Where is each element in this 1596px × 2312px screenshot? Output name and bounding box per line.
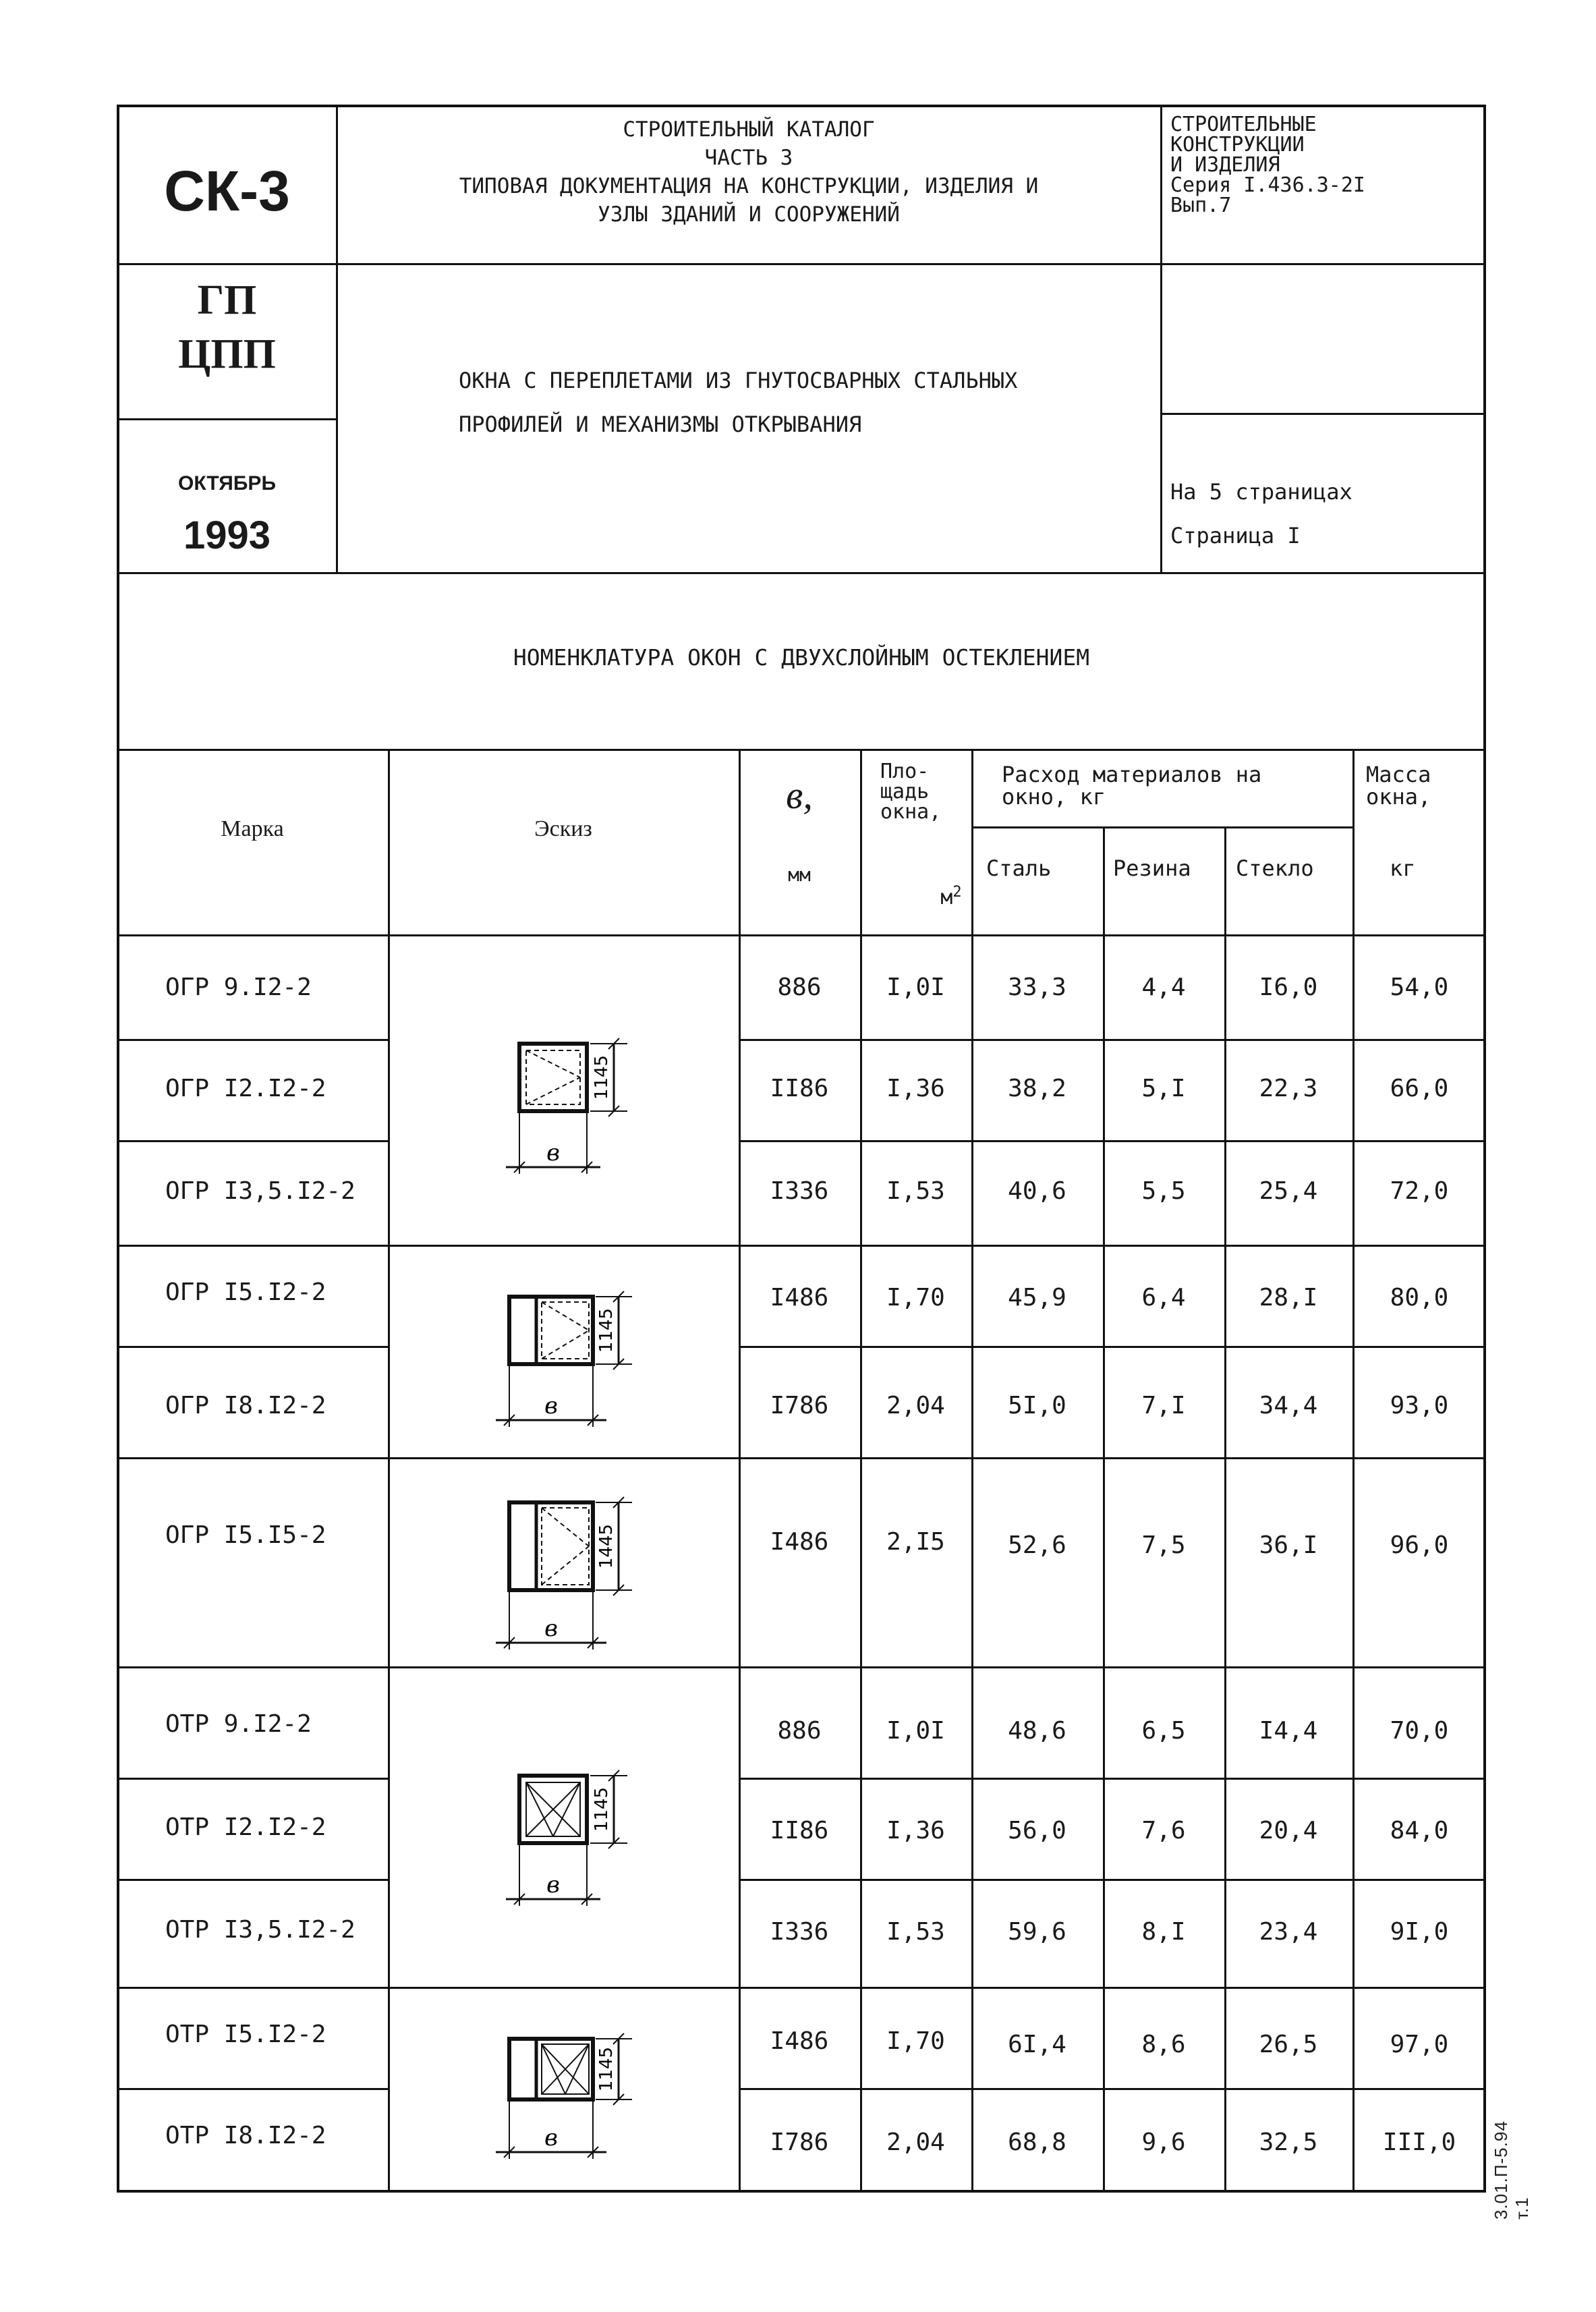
cell-mass: 66,0 <box>1390 1075 1449 1102</box>
issue-month: ОКТЯБРЬ <box>177 472 277 495</box>
cell-steel: 38,2 <box>1008 1075 1066 1102</box>
document-title: ПРОФИЛЕЙ И МЕХАНИЗМЫ ОТКРЫВАНИЯ <box>459 412 862 437</box>
col-header-mass: окна, <box>1366 784 1431 810</box>
section-title: НОМЕНКЛАТУРА ОКОН С ДВУХСЛОЙНЫМ ОСТЕКЛЕНИЕМ <box>513 644 1090 671</box>
cell-marka: ОТР 9.I2-2 <box>165 1710 312 1738</box>
cell-marka: ОГР I2.I2-2 <box>165 1075 326 1102</box>
cell-glass: 20,4 <box>1259 1817 1318 1844</box>
cell-rubber: 7,5 <box>1141 1531 1186 1559</box>
cell-steel: 56,0 <box>1008 1817 1066 1844</box>
col-header-marka: Марка <box>221 816 284 841</box>
cell-area: I,53 <box>886 1177 945 1205</box>
cell-b: I336 <box>770 1918 829 1946</box>
pages-total: На 5 страницах <box>1170 479 1352 505</box>
cell-b: I786 <box>770 1392 829 1419</box>
cell-marka: ОТР I2.I2-2 <box>165 1813 326 1841</box>
row-line <box>117 1346 388 1348</box>
row-line <box>117 1778 388 1780</box>
cell-rubber: 5,5 <box>1141 1177 1186 1205</box>
col-line <box>739 749 741 2193</box>
row-line <box>117 1140 388 1142</box>
cell-area: I,36 <box>886 1817 945 1844</box>
col-header-area: окна, <box>880 800 942 824</box>
org-line: ЦПП <box>178 331 276 377</box>
series-line: И ИЗДЕЛИЯ <box>1170 153 1280 177</box>
cell-glass: 23,4 <box>1259 1918 1318 1946</box>
col-line <box>1352 749 1355 2193</box>
cell-rubber: 4,4 <box>1141 974 1186 1001</box>
catalog-line: УЗЛЫ ЗДАНИЙ И СООРУЖЕНИЙ <box>598 202 900 227</box>
cell-marka: ОГР I5.I2-2 <box>165 1278 326 1306</box>
row-line <box>117 1039 388 1041</box>
cell-steel: 33,3 <box>1008 974 1066 1001</box>
cell-mass: 84,0 <box>1390 1817 1449 1844</box>
cell-b: II86 <box>770 1817 829 1844</box>
cell-mass: 54,0 <box>1390 974 1449 1001</box>
col-header-b: в, <box>786 773 813 817</box>
cell-area: I,70 <box>886 1284 945 1312</box>
cell-b: 886 <box>777 1717 822 1745</box>
cell-marka: ОГР 9.I2-2 <box>165 974 312 1001</box>
row-line <box>739 1778 1486 1780</box>
cell-mass: 72,0 <box>1390 1177 1449 1205</box>
cell-rubber: 6,4 <box>1141 1284 1186 1312</box>
col-header-rubber: Резина <box>1113 855 1191 881</box>
cell-rubber: 6,5 <box>1141 1717 1186 1745</box>
cell-steel: 52,6 <box>1008 1531 1066 1559</box>
col-header-steel: Сталь <box>986 855 1052 881</box>
cell-glass: 25,4 <box>1259 1177 1318 1205</box>
cell-b: I486 <box>770 2027 829 2055</box>
col-header-glass: Стекло <box>1236 855 1314 881</box>
dimension-width-label: в <box>544 2124 558 2151</box>
cell-glass: 36,I <box>1259 1531 1318 1559</box>
cell-b: I786 <box>770 2128 829 2156</box>
col-header-materials: Расход материалов на <box>1002 762 1262 787</box>
header-divider-right <box>1160 105 1162 573</box>
cell-area: I,36 <box>886 1075 945 1102</box>
cell-glass: I6,0 <box>1259 974 1318 1001</box>
row-line <box>117 1245 1486 1247</box>
cell-area: 2,I5 <box>886 1528 945 1556</box>
cell-area: I,53 <box>886 1918 945 1946</box>
catalog-code: СК-3 <box>164 159 290 223</box>
cell-steel: 45,9 <box>1008 1284 1066 1312</box>
dimension-height-label: 1145 <box>596 2046 617 2092</box>
cell-area: I,0I <box>886 1717 945 1745</box>
col-header-area: Пло- <box>880 760 930 783</box>
row-line <box>117 1987 1486 1989</box>
cell-glass: 32,5 <box>1259 2128 1318 2156</box>
col-line <box>971 749 973 2193</box>
dimension-width-label: в <box>546 1139 560 1166</box>
cell-mass: 9I,0 <box>1390 1918 1449 1946</box>
row-line <box>117 2088 388 2090</box>
row-line <box>117 1879 388 1881</box>
cell-mass: 70,0 <box>1390 1717 1449 1745</box>
col-header-area: щадь <box>880 780 930 803</box>
window-sketch-ogr-single <box>499 1029 675 1191</box>
side-document-code: 3.01.П-5.94 т.1 <box>1491 2120 1532 2220</box>
window-sketch-ogr-double <box>489 1282 691 1444</box>
cell-glass: 28,I <box>1259 1284 1318 1312</box>
cell-mass: 80,0 <box>1390 1284 1449 1312</box>
cell-mass: 96,0 <box>1390 1531 1449 1559</box>
header-line <box>337 263 1486 265</box>
cell-marka: ОТР I8.I2-2 <box>165 2122 326 2149</box>
cell-b: II86 <box>770 1075 829 1102</box>
cell-b: I486 <box>770 1528 829 1556</box>
page-number: Страница I <box>1170 523 1301 548</box>
cell-rubber: 7,I <box>1141 1392 1186 1419</box>
dimension-height-label: 1145 <box>592 1786 612 1832</box>
col-line <box>388 749 390 2193</box>
cell-area: 2,04 <box>886 1392 945 1419</box>
cell-rubber: 7,6 <box>1141 1817 1186 1844</box>
col-header-area-unit <box>892 860 962 933</box>
col-header-b-unit: мм <box>788 864 811 886</box>
cell-steel: 48,6 <box>1008 1717 1066 1745</box>
header-line <box>1160 413 1486 415</box>
col-line <box>860 749 862 2193</box>
cell-b: I486 <box>770 1284 829 1312</box>
dimension-width-label: в <box>546 1871 560 1898</box>
row-line <box>739 1879 1486 1881</box>
cell-area: I,70 <box>886 2027 945 2055</box>
cell-b: 886 <box>777 974 822 1001</box>
row-line <box>739 1039 1486 1041</box>
header-line <box>117 418 337 420</box>
header-line <box>117 263 337 265</box>
catalog-line: ЧАСТЬ 3 <box>704 146 793 170</box>
series-line: СТРОИТЕЛЬНЫЕ <box>1170 113 1317 136</box>
dimension-height-label: 1145 <box>592 1054 612 1100</box>
dimension-height-label: 1445 <box>596 1523 617 1569</box>
window-sketch-otr-single <box>499 1761 675 1923</box>
cell-glass: 22,3 <box>1259 1075 1318 1102</box>
cell-steel: 6I,4 <box>1008 2031 1066 2058</box>
cell-marka: ОТР I5.I2-2 <box>165 2021 326 2048</box>
issue-year: 1993 <box>183 513 271 557</box>
window-sketch-otr-double <box>489 2024 691 2186</box>
cell-steel: 40,6 <box>1008 1177 1066 1205</box>
cell-rubber: 8,6 <box>1141 2031 1186 2058</box>
col-header-sketch: Эскиз <box>534 816 592 841</box>
dimension-width-label: в <box>544 1392 558 1419</box>
cell-mass: 93,0 <box>1390 1392 1449 1419</box>
cell-rubber: 5,I <box>1141 1075 1186 1102</box>
catalog-line: СТРОИТЕЛЬНЫЙ КАТАЛОГ <box>623 117 875 142</box>
document-title: ОКНА С ПЕРЕПЛЕТАМИ ИЗ ГНУТОСВАРНЫХ СТАЛЬНЫХ <box>459 368 1018 393</box>
org-line: ГП <box>197 277 257 323</box>
catalog-line: ТИПОВАЯ ДОКУМЕНТАЦИЯ НА КОНСТРУКЦИИ, ИЗДЕЛИЯ И <box>459 174 1039 198</box>
cell-area: 2,04 <box>886 2128 945 2156</box>
series-line: Серия I.436.3-2I <box>1170 173 1365 197</box>
area-unit-sup: 2 <box>952 884 962 901</box>
cell-rubber: 8,I <box>1141 1918 1186 1946</box>
cell-glass: I4,4 <box>1259 1717 1318 1745</box>
col-header-mass-unit: кг <box>1390 855 1416 881</box>
cell-marka: ОТР I3,5.I2-2 <box>165 1916 355 1944</box>
cell-marka: ОГР I5.I5-2 <box>165 1521 326 1549</box>
dimension-height-label: 1145 <box>596 1307 617 1353</box>
col-header-materials: окно, кг <box>1002 784 1106 810</box>
row-line <box>117 1666 1486 1668</box>
cell-steel: 68,8 <box>1008 2128 1066 2156</box>
row-line <box>117 1457 1486 1459</box>
cell-mass: 97,0 <box>1390 2031 1449 2058</box>
cell-glass: 34,4 <box>1259 1392 1318 1419</box>
cell-steel: 59,6 <box>1008 1918 1066 1946</box>
cell-marka: ОГР I3,5.I2-2 <box>165 1177 355 1205</box>
cell-b: I336 <box>770 1177 829 1205</box>
dimension-width-label: в <box>544 1615 558 1642</box>
series-line: КОНСТРУКЦИИ <box>1170 133 1305 157</box>
cell-marka: ОГР I8.I2-2 <box>165 1392 326 1419</box>
window-sketch-ogr-tall <box>489 1488 691 1663</box>
header-line <box>117 572 1486 574</box>
row-line <box>739 1346 1486 1348</box>
row-line <box>739 2088 1486 2090</box>
header-subline <box>971 826 1354 828</box>
cell-mass: III,0 <box>1382 2128 1456 2156</box>
cell-glass: 26,5 <box>1259 2031 1318 2058</box>
cell-rubber: 9,6 <box>1141 2128 1186 2156</box>
row-line <box>739 1140 1486 1142</box>
col-header-mass: Масса <box>1366 762 1431 787</box>
series-line: Вып.7 <box>1170 194 1232 217</box>
area-unit-text: м <box>940 886 953 909</box>
cell-steel: 5I,0 <box>1008 1392 1066 1419</box>
header-line <box>117 749 1486 751</box>
cell-area: I,0I <box>886 974 945 1001</box>
table-header-bottom <box>117 934 1486 936</box>
